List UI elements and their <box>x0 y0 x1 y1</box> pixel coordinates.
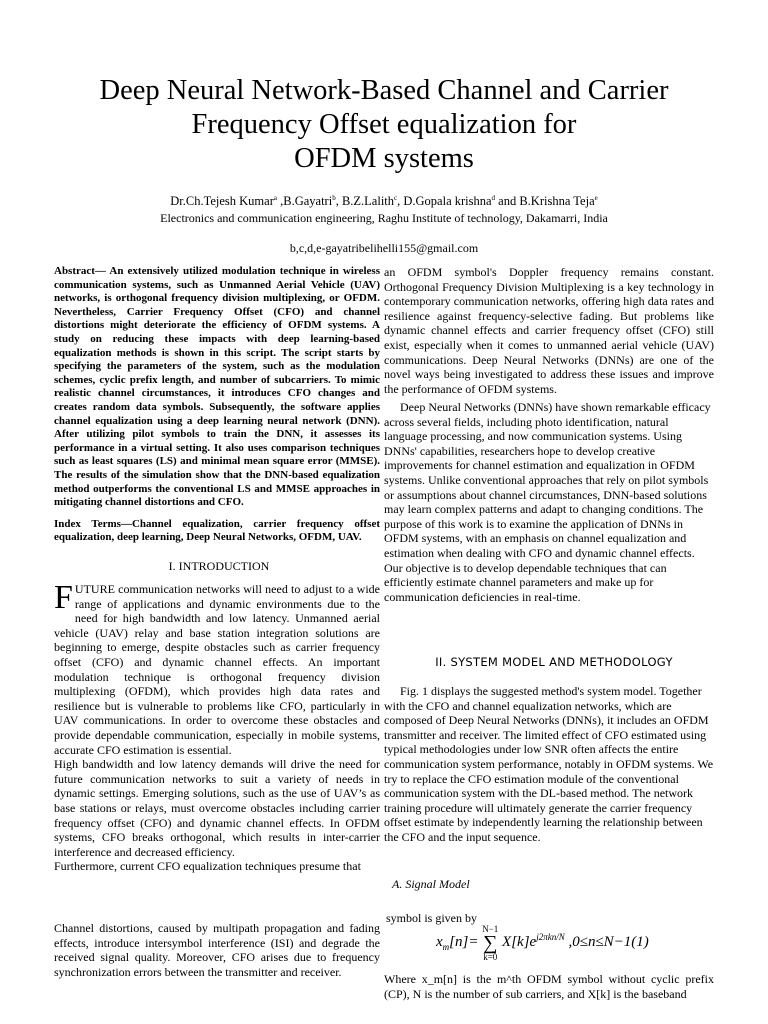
author-5-sup: e <box>594 194 598 202</box>
right-paragraph-4: symbol is given by <box>386 911 478 925</box>
left-column-top <box>54 265 380 545</box>
author-2: ,B.Gayatri <box>276 194 333 209</box>
paper-title <box>60 74 708 176</box>
intro-paragraph-1-text: UTURE communication networks will need to adjust to a wide range of applications and dynamic environments due to the need for high bandwidth and low latency. Unmanned aerial vehicle (UAV) relay and base station integration solutions are beginning to emerge, despite obstacles such as carrier frequency offset (CFO) and dynamic channel effects. An important modulation technique is orthogonal frequency division multiplexing (OFDM), which provides high data rates and resilience but is vulnerable to problems like CFO, particularly in UAV communications. In order to overcome these obstacles and provide dependable communication, especially in mobile systems, accurate CFO estimation is essential. <box>54 582 380 757</box>
intro-paragraph-4: Channel distortions, caused by multipath propagation and fading effects, introduce intersymbol interference (ISI) and degrade the received signal quality. Moreover, CFO arises due to frequency synchronization errors between the transmitter and receiver. <box>54 921 380 979</box>
author-3: , B.Z.Lalith <box>335 194 395 209</box>
intro-paragraph-2: High bandwidth and low latency demands will drive the need for future communication networks to suit a variety of needs in dynamic settings. Emerging solutions, such as the use of UAV’s as base stations or relays, must overcome obstacles including carrier frequency offset (CFO) and dynamic channel effects. In OFDM systems, CFO breaks orthogonal, which results in inter-carrier interference and decreased efficiency. <box>54 757 380 859</box>
author-list <box>40 194 728 209</box>
affiliation: Electronics and communication engineering, Raghu Institute of technology, Dakamarri, India <box>160 211 608 225</box>
email[interactable]: b,c,d,e-gayatribelihelli155@gmail.com <box>289 241 479 255</box>
author-4-sup: d <box>491 194 496 202</box>
index-terms: Index Terms—Channel equalization, carrier frequency offset equalization, deep learning, Deep Neural Networks, OFDM, UAV. <box>54 517 380 544</box>
subsection-a-heading: A. Signal Model <box>392 877 470 891</box>
author-4: , D.Gopala krishna <box>397 194 492 209</box>
author-1-sup: a <box>273 194 277 202</box>
right-paragraph-3: Fig. 1 displays the suggested method's system model. Together with the CFO and channel equalization networks, which are composed of Deep Neural Networks (DNNs), it includes an OFDM transmitter and receiver. The limited effect of CFO estimated using typical methodologies under low SNR often affects the entire communication system performance, notably in OFDM systems. We try to replace the CFO estimation module of the conventional communication system with the DL-based method. The network training procedure will ultimately generate the carrier frequency offset estimate by independently learning the relationship between the CFO and the input sequence. <box>384 684 714 844</box>
title-line-3: OFDM systems <box>294 143 474 174</box>
intro-paragraph-3: Furthermore, current CFO equalization techniques presume that <box>54 859 361 874</box>
author-3-sup: c <box>394 194 398 202</box>
intro-paragraph-1 <box>54 579 380 757</box>
right-paragraph-5: Where x_m[n] is the m^th OFDM symbol without cyclic prefix (CP), N is the number of sub carriers, and X[k] is the baseband <box>384 972 714 1001</box>
section-2-heading: II. SYSTEM MODEL AND METHODOLOGY <box>435 655 673 669</box>
section-1-heading: I. INTRODUCTION <box>168 559 270 573</box>
author-2-sup: b <box>332 194 336 202</box>
drop-cap: F <box>54 579 73 616</box>
intro-body <box>54 579 380 874</box>
author-1: Dr.Ch.Tejesh Kumar <box>170 194 274 209</box>
right-paragraph-1: an OFDM symbol's Doppler frequency remains constant. Orthogonal Frequency Division Multiplexing is a key technology in contemporary communication networks, offering high data rates and resilience against frequency-selective fading. But problems like dynamic channel effects and carrier frequency offset (CFO) still exist, especially when it comes to unmanned aerial vehicle (UAV) communications. Deep Neural Networks (DNNs) are one of the novel ways being investigated to address these issues and improve the performance of OFDM systems. <box>384 265 714 396</box>
equation-1: $x_m[n]=$ N−1 ∑ k=0 $X[k]e^{j2\pi kn/N}$ ,0≤n≤N−1(1) <box>436 924 649 962</box>
right-paragraph-2: Deep Neural Networks (DNNs) have shown remarkable efficacy across several fields, including photo identification, natural language processing, and now communication systems. Using DNNs' capabilities, researchers hope to develop creative improvements for channel estimation and equalization in OFDM systems. Unlike conventional approaches that rely on pilot symbols or assumptions about channel circumstances, DNN-based solutions may learn complex patterns and adapt to changing conditions. The purpose of this work is to examine the application of DNNs in OFDM systems, with an emphasis on channel equalization and estimation when dealing with CFO and dynamic channel effects. Our objective is to develop dependable techniques that can efficiently estimate channel parameters and make up for communication deficiencies in real-time. <box>384 400 711 604</box>
author-5: and B.Krishna Teja <box>495 194 595 209</box>
title-line-2: Frequency Offset equalization for <box>191 109 577 140</box>
title-line-1: Deep Neural Network-Based Channel and Carrier <box>99 75 669 106</box>
abstract: Abstract— An extensively utilized modulation technique in wireless communication systems, such as Unmanned Aerial Vehicle (UAV) networks, is orthogonal frequency division multiplexing, or OFDM. Nevertheless, Carrier Frequency Offset (CFO) and channel distortions might deteriorate the efficiency of OFDM systems. A study on reducing these impacts with deep learning-based equalization methods is shown in this script. The script starts by specifying the parameters of the system, such as the modulation schemes, cyclic prefix length, and number of subcarriers. To mimic realistic channel circumstances, it introduces CFO changes and creates random data symbols. Subsequently, the software applies channel equalization using a deep learning neural network (DNN). After utilizing pilot symbols to train the DNN, it assesses its performance in a virtual setting. It also uses comparison techniques such as least squares (LS) and minimal mean square error (MMSE). The results of the simulation show that the DNN-based equalization method outperforms the conventional LS and MMSE approaches in mitigating channel distortions and CFO. <box>54 265 380 509</box>
